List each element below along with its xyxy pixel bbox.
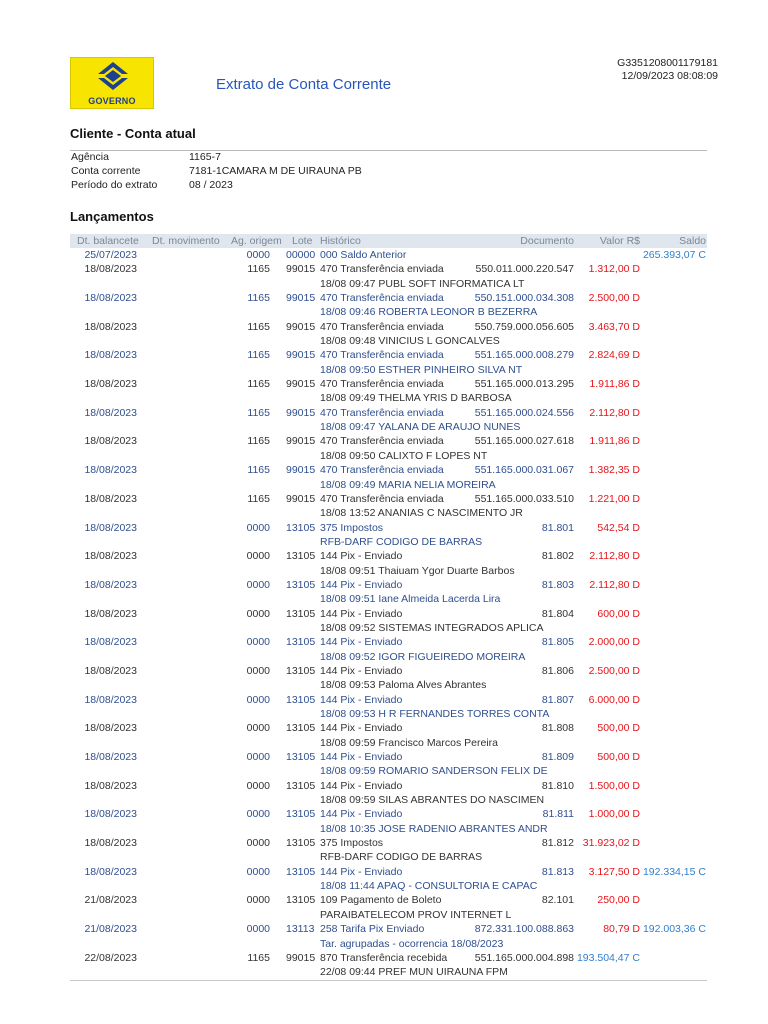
table-row-detail <box>70 277 707 291</box>
cell-ag-origem: 0000 <box>246 249 270 261</box>
table-row-detail <box>70 592 707 606</box>
header-dt-balancete: Dt. balancete <box>77 235 139 247</box>
logo-text: GOVERNO <box>88 96 136 106</box>
cell-documento: 81.801 <box>541 521 574 534</box>
cell-dt-balancete: 18/08/2023 <box>84 349 137 362</box>
cell-ag-origem: 0000 <box>246 808 270 821</box>
table-row <box>70 836 707 850</box>
cell-ag-origem: 1165 <box>247 435 270 448</box>
cell-dt-balancete: 18/08/2023 <box>84 521 137 534</box>
table-row-detail <box>70 305 707 319</box>
cell-ag-origem: 1165 <box>247 349 270 362</box>
table-row <box>70 951 707 965</box>
cell-valor: 6.000,00 D <box>588 693 640 706</box>
cell-documento: 551.165.000.004.898 <box>474 951 574 964</box>
header-saldo: Saldo <box>679 235 706 247</box>
cell-valor: 2.500,00 D <box>588 664 640 677</box>
cell-ag-origem: 0000 <box>246 636 270 649</box>
table-row-detail <box>70 363 707 377</box>
cell-historico: 144 Pix - Enviado <box>320 664 403 677</box>
header-valor: Valor R$ <box>599 235 640 247</box>
cell-descricao: 18/08 09:52 SISTEMAS INTEGRADOS APLICA <box>320 621 544 634</box>
lancamentos-table <box>70 234 707 981</box>
cell-valor: 1.000,00 D <box>588 808 640 821</box>
header-lote: Lote <box>292 235 313 247</box>
header-dt-movimento: Dt. movimento <box>152 235 220 247</box>
cell-documento: 551.165.000.008.279 <box>474 349 574 362</box>
header-historico: Histórico <box>320 235 361 247</box>
table-row <box>70 549 707 563</box>
cell-descricao: RFB-DARF CODIGO DE BARRAS <box>320 851 483 864</box>
table-row-detail <box>70 937 707 951</box>
cell-documento: 81.811 <box>542 808 574 821</box>
cell-dt-balancete: 18/08/2023 <box>84 722 137 735</box>
cell-dt-balancete: 21/08/2023 <box>84 894 137 907</box>
cell-dt-balancete: 18/08/2023 <box>84 808 137 821</box>
cell-descricao: 18/08 09:49 THELMA YRIS D BARBOSA <box>320 392 512 405</box>
cell-descricao: 18/08 09:51 Iane Almeida Lacerda Lira <box>320 593 501 606</box>
document-datetime: 12/09/2023 08:08:09 <box>621 70 718 82</box>
cell-valor: 1.911,86 D <box>589 435 640 448</box>
conta-value: 7181-1CAMARA M DE UIRAUNA PB <box>189 165 362 177</box>
cell-descricao: 18/08 09:47 YALANA DE ARAUJO NUNES <box>320 421 521 434</box>
cell-documento: 550.151.000.034.308 <box>474 292 574 305</box>
table-row <box>70 865 707 879</box>
cell-historico: 470 Transferência enviada <box>320 349 444 362</box>
cell-descricao: RFB-DARF CODIGO DE BARRAS <box>320 535 483 548</box>
cell-ag-origem: 0000 <box>246 722 270 735</box>
cell-valor: 1.312,00 D <box>588 263 640 276</box>
cell-lote: 13105 <box>286 751 316 764</box>
cell-lote: 99015 <box>286 320 316 333</box>
cell-lote: 99015 <box>286 406 316 419</box>
cell-dt-balancete: 18/08/2023 <box>84 492 137 505</box>
table-row-detail <box>70 650 707 664</box>
document-meta <box>617 57 718 83</box>
cell-valor: 1.382,35 D <box>588 464 640 477</box>
cell-historico: 375 Impostos <box>320 837 384 850</box>
cell-historico: 144 Pix - Enviado <box>320 578 403 591</box>
cell-historico: 258 Tarifa Pix Enviado <box>320 923 425 936</box>
cell-historico: 375 Impostos <box>320 521 384 534</box>
cell-documento: 551.165.000.033.510 <box>474 492 574 505</box>
cell-documento: 551.165.000.031.067 <box>474 464 574 477</box>
table-row-detail <box>70 678 707 692</box>
table-row <box>70 377 707 391</box>
cell-dt-balancete: 18/08/2023 <box>84 865 137 878</box>
cell-valor: 250,00 D <box>597 894 640 907</box>
table-row <box>70 406 707 420</box>
cell-descricao: 18/08 09:59 Francisco Marcos Pereira <box>320 736 499 749</box>
cell-dt-balancete: 22/08/2023 <box>84 951 137 964</box>
cell-historico: 109 Pagamento de Boleto <box>320 894 442 907</box>
cell-descricao: 18/08 09:48 VINICIUS L GONCALVES <box>320 335 500 348</box>
cell-ag-origem: 0000 <box>246 751 270 764</box>
cell-lote: 13105 <box>286 578 316 591</box>
cell-documento: 551.165.000.027.618 <box>474 435 574 448</box>
cell-valor: 1.500,00 D <box>588 779 640 792</box>
cell-descricao: PARAIBATELECOM PROV INTERNET L <box>320 908 512 921</box>
cell-historico: 144 Pix - Enviado <box>320 779 403 792</box>
cell-lote: 99015 <box>286 292 316 305</box>
table-header <box>70 234 707 248</box>
cell-dt-balancete: 18/08/2023 <box>84 292 137 305</box>
governo-logo <box>70 57 154 109</box>
cell-dt-balancete: 18/08/2023 <box>84 320 137 333</box>
table-row <box>70 922 707 936</box>
cell-dt-balancete: 18/08/2023 <box>84 779 137 792</box>
cell-documento: 81.808 <box>541 722 574 735</box>
cell-dt-balancete: 18/08/2023 <box>84 578 137 591</box>
cell-lote: 00000 <box>286 249 316 261</box>
cell-dt-balancete: 18/08/2023 <box>84 837 137 850</box>
cell-valor: 2.112,80 D <box>589 406 640 419</box>
cell-lote: 13105 <box>286 722 316 735</box>
cell-documento: 81.806 <box>541 664 574 677</box>
cell-ag-origem: 1165 <box>247 378 270 391</box>
cell-lote: 13105 <box>286 693 316 706</box>
cell-descricao: 18/08 09:49 MARIA NELIA MOREIRA <box>320 478 496 491</box>
table-row-detail <box>70 793 707 807</box>
cell-historico: 144 Pix - Enviado <box>320 722 403 735</box>
cell-lote: 13105 <box>286 550 316 563</box>
cell-ag-origem: 0000 <box>246 894 270 907</box>
table-row-detail <box>70 879 707 893</box>
cell-historico: 870 Transferência recebida <box>320 951 448 964</box>
cell-dt-balancete: 21/08/2023 <box>84 923 137 936</box>
cell-historico: 144 Pix - Enviado <box>320 636 403 649</box>
cell-valor: 1.911,86 D <box>589 378 640 391</box>
cliente-section-title: Cliente - Conta atual <box>70 126 196 141</box>
cell-ag-origem: 0000 <box>246 664 270 677</box>
cell-historico: 470 Transferência enviada <box>320 292 444 305</box>
cell-saldo: 265.393,07 C <box>642 249 706 261</box>
header-ag-origem: Ag. origem <box>231 235 282 247</box>
cell-descricao: 22/08 09:44 PREF MUN UIRAUNA FPM <box>320 966 508 979</box>
cell-lote: 99015 <box>286 492 316 505</box>
cell-valor: 1.221,00 D <box>588 492 640 505</box>
cell-descricao: 18/08 11:44 APAQ - CONSULTORIA E CAPAC <box>320 880 538 893</box>
table-row <box>70 463 707 477</box>
table-row <box>70 434 707 448</box>
table-row-detail <box>70 621 707 635</box>
table-row-detail <box>70 420 707 434</box>
table-row <box>70 291 707 305</box>
cell-lote: 13105 <box>286 607 316 620</box>
table-row <box>70 693 707 707</box>
table-row-detail <box>70 535 707 549</box>
cell-documento: 81.807 <box>541 693 574 706</box>
cell-historico: 470 Transferência enviada <box>320 464 444 477</box>
table-row-detail <box>70 965 707 980</box>
cell-descricao: 18/08 09:59 SILAS ABRANTES DO NASCIMEN <box>320 794 545 807</box>
table-row-detail <box>70 908 707 922</box>
cell-ag-origem: 0000 <box>246 837 270 850</box>
cell-historico: 144 Pix - Enviado <box>320 808 403 821</box>
header-documento: Documento <box>520 235 574 247</box>
cell-valor: 600,00 D <box>597 607 640 620</box>
table-row <box>70 721 707 735</box>
cell-valor: 542,54 D <box>597 521 640 534</box>
cell-documento: 81.812 <box>541 837 574 850</box>
cell-documento: 81.810 <box>541 779 574 792</box>
table-row-detail <box>70 564 707 578</box>
table-row <box>70 664 707 678</box>
cell-ag-origem: 0000 <box>246 521 270 534</box>
table-row <box>70 320 707 334</box>
table-row <box>70 635 707 649</box>
table-row <box>70 262 707 276</box>
table-row <box>70 779 707 793</box>
cell-valor: 3.463,70 D <box>588 320 640 333</box>
cell-ag-origem: 1165 <box>247 406 270 419</box>
cell-lote: 99015 <box>286 435 316 448</box>
cell-valor: 2.824,69 D <box>588 349 640 362</box>
agencia-value: 1165-7 <box>189 151 221 163</box>
cell-lote: 13113 <box>286 923 315 936</box>
cell-documento: 81.813 <box>541 865 574 878</box>
cell-documento: 551.165.000.024.556 <box>474 406 574 419</box>
cell-lote: 13105 <box>286 664 316 677</box>
cell-lote: 99015 <box>286 263 316 276</box>
cell-documento: 81.803 <box>541 578 574 591</box>
cell-historico: 470 Transferência enviada <box>320 435 444 448</box>
cell-dt-balancete: 18/08/2023 <box>84 550 137 563</box>
divider <box>70 150 707 151</box>
cell-valor: 31.923,02 D <box>582 837 640 850</box>
table-row-detail <box>70 506 707 520</box>
cell-historico: 144 Pix - Enviado <box>320 607 403 620</box>
cell-historico: 144 Pix - Enviado <box>320 865 403 878</box>
cell-documento: 81.802 <box>541 550 574 563</box>
cell-valor: 193.504,47 C <box>576 951 640 964</box>
cell-lote: 13105 <box>286 865 316 878</box>
cell-dt-balancete: 18/08/2023 <box>84 751 137 764</box>
cell-lote: 13105 <box>286 808 316 821</box>
cell-dt-balancete: 18/08/2023 <box>84 693 137 706</box>
cell-documento: 81.805 <box>541 636 574 649</box>
cell-lote: 99015 <box>286 349 316 362</box>
cell-documento: 550.011.000.220.547 <box>475 263 574 276</box>
document-id: G3351208001179181 <box>617 57 718 69</box>
cell-saldo: 192.334,15 C <box>642 865 706 878</box>
table-row <box>70 893 707 907</box>
cell-historico: 144 Pix - Enviado <box>320 693 403 706</box>
cell-descricao: 18/08 09:50 ESTHER PINHEIRO SILVA NT <box>320 363 523 376</box>
cell-ag-origem: 0000 <box>246 865 270 878</box>
cell-descricao: 18/08 09:53 Paloma Alves Abrantes <box>320 679 487 692</box>
cell-historico: 470 Transferência enviada <box>320 378 444 391</box>
cell-lote: 99015 <box>286 464 316 477</box>
table-row <box>70 248 707 262</box>
cell-valor: 2.112,80 D <box>589 550 640 563</box>
periodo-label: Período do extrato <box>71 179 158 191</box>
table-row-detail <box>70 736 707 750</box>
cell-lote: 13105 <box>286 636 316 649</box>
periodo-value: 08 / 2023 <box>189 179 233 191</box>
cell-ag-origem: 1165 <box>247 951 270 964</box>
cell-saldo: 192.003,36 C <box>642 923 706 936</box>
cell-descricao: 18/08 09:59 ROMARIO SANDERSON FELIX DE <box>320 765 548 778</box>
cell-descricao: 18/08 09:50 CALIXTO F LOPES NT <box>320 449 488 462</box>
cell-historico: 470 Transferência enviada <box>320 406 444 419</box>
cell-historico: 470 Transferência enviada <box>320 492 444 505</box>
cell-dt-balancete: 25/07/2023 <box>84 249 137 261</box>
cell-lote: 99015 <box>286 378 316 391</box>
cell-documento: 81.804 <box>541 607 574 620</box>
cell-documento: 550.759.000.056.605 <box>474 320 574 333</box>
table-row-detail <box>70 449 707 463</box>
cell-valor: 2.500,00 D <box>588 292 640 305</box>
cell-dt-balancete: 18/08/2023 <box>84 435 137 448</box>
cell-dt-balancete: 18/08/2023 <box>84 378 137 391</box>
cell-dt-balancete: 18/08/2023 <box>84 636 137 649</box>
bank-logo-icon <box>95 61 131 91</box>
table-row-detail <box>70 391 707 405</box>
cell-ag-origem: 0000 <box>246 923 270 936</box>
table-row-detail <box>70 334 707 348</box>
table-row-detail <box>70 822 707 836</box>
cell-descricao: 18/08 09:46 ROBERTA LEONOR B BEZERRA <box>320 306 538 319</box>
cell-dt-balancete: 18/08/2023 <box>84 607 137 620</box>
table-row <box>70 521 707 535</box>
table-row-detail <box>70 478 707 492</box>
cell-descricao: 18/08 09:52 IGOR FIGUEIREDO MOREIRA <box>320 650 526 663</box>
cell-ag-origem: 0000 <box>246 693 270 706</box>
table-body <box>70 248 707 981</box>
cell-lote: 13105 <box>286 779 316 792</box>
cell-ag-origem: 1165 <box>247 320 270 333</box>
table-row <box>70 607 707 621</box>
agencia-label: Agência <box>71 151 109 163</box>
table-row <box>70 492 707 506</box>
cell-dt-balancete: 18/08/2023 <box>84 464 137 477</box>
cell-valor: 500,00 D <box>597 751 640 764</box>
cell-lote: 13105 <box>286 837 316 850</box>
cell-ag-origem: 0000 <box>246 607 270 620</box>
table-row <box>70 348 707 362</box>
cell-historico: 144 Pix - Enviado <box>320 550 403 563</box>
cell-valor: 3.127,50 D <box>588 865 640 878</box>
cell-dt-balancete: 18/08/2023 <box>84 263 137 276</box>
cell-descricao: 18/08 09:47 PUBL SOFT INFORMATICA LT <box>320 277 525 290</box>
cell-documento: 551.165.000.013.295 <box>474 378 574 391</box>
cell-descricao: 18/08 10:35 JOSE RADENIO ABRANTES ANDR <box>320 822 548 835</box>
table-row <box>70 578 707 592</box>
cell-ag-origem: 1165 <box>247 464 270 477</box>
cell-historico: 470 Transferência enviada <box>320 263 444 276</box>
table-row-detail <box>70 707 707 721</box>
cell-documento: 82.101 <box>541 894 574 907</box>
conta-label: Conta corrente <box>71 165 141 177</box>
cell-ag-origem: 0000 <box>246 550 270 563</box>
cell-descricao: 18/08 09:53 H R FERNANDES TORRES CONTA <box>320 708 550 720</box>
cell-historico: 470 Transferência enviada <box>320 320 444 333</box>
cell-ag-origem: 1165 <box>247 492 270 505</box>
cell-historico: 000 Saldo Anterior <box>320 249 407 261</box>
cell-ag-origem: 1165 <box>247 263 270 276</box>
cell-valor: 80,79 D <box>603 923 640 936</box>
table-row-detail <box>70 850 707 864</box>
cell-documento: 81.809 <box>541 751 574 764</box>
cell-historico: 144 Pix - Enviado <box>320 751 403 764</box>
cell-descricao: Tar. agrupadas - ocorrencia 18/08/2023 <box>320 937 504 950</box>
cell-ag-origem: 1165 <box>247 292 270 305</box>
cell-dt-balancete: 18/08/2023 <box>84 664 137 677</box>
cell-ag-origem: 0000 <box>246 578 270 591</box>
cell-valor: 500,00 D <box>597 722 640 735</box>
cell-ag-origem: 0000 <box>246 779 270 792</box>
table-row-detail <box>70 764 707 778</box>
cell-lote: 13105 <box>286 894 316 907</box>
table-row <box>70 807 707 821</box>
table-row <box>70 750 707 764</box>
cell-valor: 2.000,00 D <box>588 636 640 649</box>
cell-valor: 2.112,80 D <box>589 578 640 591</box>
cell-dt-balancete: 18/08/2023 <box>84 406 137 419</box>
cell-descricao: 18/08 13:52 ANANIAS C NASCIMENTO JR <box>320 507 523 520</box>
cell-documento: 872.331.100.088.863 <box>474 923 574 936</box>
lancamentos-section-title: Lançamentos <box>70 209 154 224</box>
cell-lote: 13105 <box>286 521 316 534</box>
page-title: Extrato de Conta Corrente <box>216 76 392 93</box>
cell-lote: 99015 <box>286 951 316 964</box>
cell-descricao: 18/08 09:51 Thaiuam Ygor Duarte Barbos <box>320 564 515 577</box>
